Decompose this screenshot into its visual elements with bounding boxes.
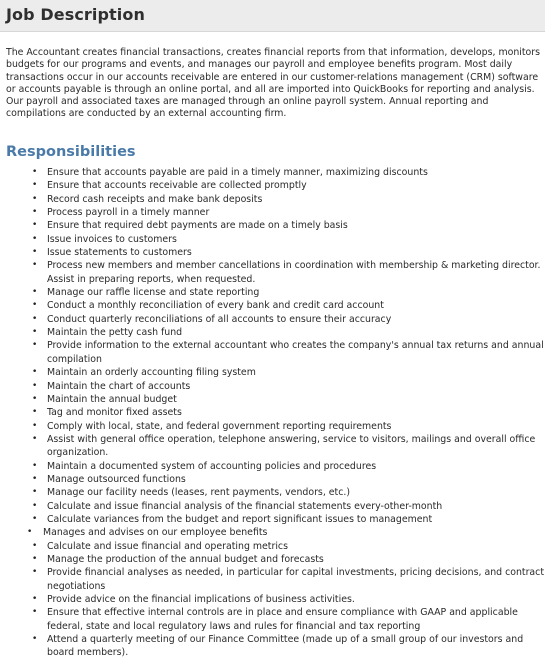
responsibility-item: [0, 540, 548, 553]
responsibility-text: Maintain the annual budget: [47, 393, 177, 405]
responsibility-text: Maintain an orderly accounting filing system: [47, 367, 256, 379]
bullet-icon: •: [27, 527, 33, 538]
bullet-icon: •: [32, 393, 38, 404]
bullet-icon: •: [32, 513, 38, 524]
responsibility-item: [0, 500, 548, 513]
responsibility-item: [0, 406, 548, 419]
bullet-icon: •: [32, 500, 38, 511]
responsibility-item: [0, 460, 548, 473]
responsibility-text: Calculate and issue financial and operating metrics: [47, 540, 288, 552]
bullet-icon: •: [32, 313, 38, 324]
bullet-icon: •: [32, 180, 38, 191]
bullet-icon: •: [32, 300, 38, 311]
responsibility-item: [0, 326, 548, 339]
responsibility-item: [0, 166, 548, 179]
bullet-icon: •: [32, 233, 38, 244]
bullet-icon: •: [32, 327, 38, 338]
responsibility-item: [0, 219, 548, 232]
responsibility-item: [0, 593, 548, 606]
responsibility-text: Manages and advises on our employee benefits: [43, 527, 268, 539]
responsibility-item: [0, 526, 548, 539]
responsibility-text: Ensure that required debt payments are made on a timely basis: [47, 220, 348, 232]
bullet-icon: •: [32, 460, 38, 471]
bullet-icon: •: [32, 433, 38, 444]
bullet-icon: •: [32, 247, 38, 258]
bullet-icon: •: [32, 207, 38, 218]
bullet-icon: •: [32, 594, 38, 604]
responsibilities-list: [0, 166, 548, 660]
responsibility-text: Conduct quarterly reconciliations of all accounts to ensure their accuracy: [47, 313, 392, 325]
responsibility-text: Provide advice on the financial implications of business activities.: [47, 594, 355, 605]
responsibility-text: Calculate variances from the budget and report significant issues to management: [47, 513, 433, 525]
responsibility-item: [0, 233, 548, 246]
responsibility-item: [0, 179, 548, 192]
responsibility-text: Maintain a documented system of accounting policies and procedures: [47, 460, 377, 472]
page-title: Job Description: [6, 5, 145, 24]
bullet-icon: •: [32, 473, 38, 484]
responsibility-item: [0, 633, 548, 660]
responsibility-text: Provide information to the external accountant who creates the company's annual tax returns and annual compilation: [47, 340, 544, 365]
responsibility-text: Calculate and issue financial analysis of the financial statements every-other-month: [47, 500, 443, 512]
bullet-icon: •: [32, 634, 38, 645]
responsibility-text: Manage our facility needs (leases, rent payments, vendors, etc.): [47, 487, 351, 499]
responsibility-item: [0, 286, 548, 299]
responsibility-item: [0, 193, 548, 206]
responsibility-text: Conduct a monthly reconciliation of every bank and credit card account: [47, 300, 384, 312]
responsibility-item: [0, 259, 548, 286]
responsibility-text: Ensure that accounts payable are paid in a timely manner, maximizing discounts: [47, 167, 428, 178]
responsibility-text: Issue invoices to customers: [47, 233, 177, 245]
bullet-icon: •: [32, 193, 38, 204]
responsibility-text: Maintain the petty cash fund: [47, 327, 183, 339]
responsibility-item: [0, 380, 548, 393]
bullet-icon: •: [32, 607, 38, 618]
responsibility-text: Manage outsourced functions: [47, 473, 186, 485]
responsibilities-heading: Responsibilities: [6, 144, 136, 160]
bullet-icon: •: [32, 220, 38, 231]
responsibility-item: [0, 206, 548, 219]
responsibility-item: [0, 566, 548, 593]
responsibility-text: Process payroll in a timely manner: [47, 207, 210, 219]
responsibility-text: Record cash receipts and make bank deposits: [47, 193, 263, 205]
responsibility-item: [0, 246, 548, 259]
responsibility-item: [0, 433, 548, 460]
responsibility-item: [0, 393, 548, 406]
responsibility-text: Manage our raffle license and state reporting: [47, 287, 260, 299]
responsibility-item: [0, 420, 548, 433]
responsibility-text: Ensure that effective internal controls are in place and ensure compliance with GAAP and applicable federal, state and local regulatory laws and rules for financial and tax reporting: [47, 607, 518, 632]
responsibility-item: [0, 473, 548, 486]
bullet-icon: •: [32, 340, 38, 351]
responsibility-item: [0, 553, 548, 566]
responsibility-text: Process new members and member cancellations in coordination with membership & marketing director. Assist in preparing reports, when requested.: [47, 260, 541, 285]
bullet-icon: •: [32, 553, 38, 564]
responsibility-text: Provide financial analyses as needed, in particular for capital investments, pricing decisions, and contract negotiations: [47, 567, 545, 592]
responsibility-item: [0, 513, 548, 526]
responsibility-item: [0, 313, 548, 326]
responsibility-text: Attend a quarterly meeting of our Finance Committee (made up of a small group of our investors and board members).: [47, 634, 524, 659]
responsibility-item: [0, 606, 548, 633]
bullet-icon: •: [32, 380, 38, 391]
responsibility-item: [0, 486, 548, 499]
responsibility-item: [0, 299, 548, 312]
bullet-icon: •: [32, 260, 38, 271]
responsibility-text: Maintain the chart of accounts: [47, 380, 191, 392]
intro-paragraph: The Accountant creates financial transactions, creates financial reports from that information, develops, monitors budgets for our programs and events, and manages our payroll and employee benefits program. Most daily transactions occur in our accounts receivable are entered in our customer-relations management (CRM) software or accounts payable is through an online portal, and all are imported into QuickBooks for reporting and analysis. Our payroll and associated taxes are managed through an online payroll system. Annual reporting and compilations are conducted by an external accounting firm.: [6, 47, 541, 120]
bullet-icon: •: [32, 287, 38, 298]
responsibility-item: [0, 366, 548, 379]
responsibility-text: Tag and monitor fixed assets: [47, 407, 182, 419]
responsibility-text: Manage the production of the annual budget and forecasts: [47, 553, 324, 565]
responsibility-text: Comply with local, state, and federal government reporting requirements: [47, 420, 392, 432]
bullet-icon: •: [32, 420, 38, 431]
bullet-icon: •: [32, 407, 38, 418]
responsibility-text: Issue statements to customers: [47, 247, 192, 259]
bullet-icon: •: [32, 567, 38, 578]
responsibility-text: Assist with general office operation, telephone answering, service to visitors, mailings and overall office organization.: [47, 433, 536, 459]
bullet-icon: •: [32, 367, 38, 378]
responsibility-item: [0, 339, 548, 366]
bullet-icon: •: [32, 167, 38, 177]
responsibility-text: Ensure that accounts receivable are collected promptly: [47, 180, 307, 192]
header-bar: [0, 0, 545, 32]
bullet-icon: •: [32, 540, 38, 551]
bullet-icon: •: [32, 487, 38, 498]
